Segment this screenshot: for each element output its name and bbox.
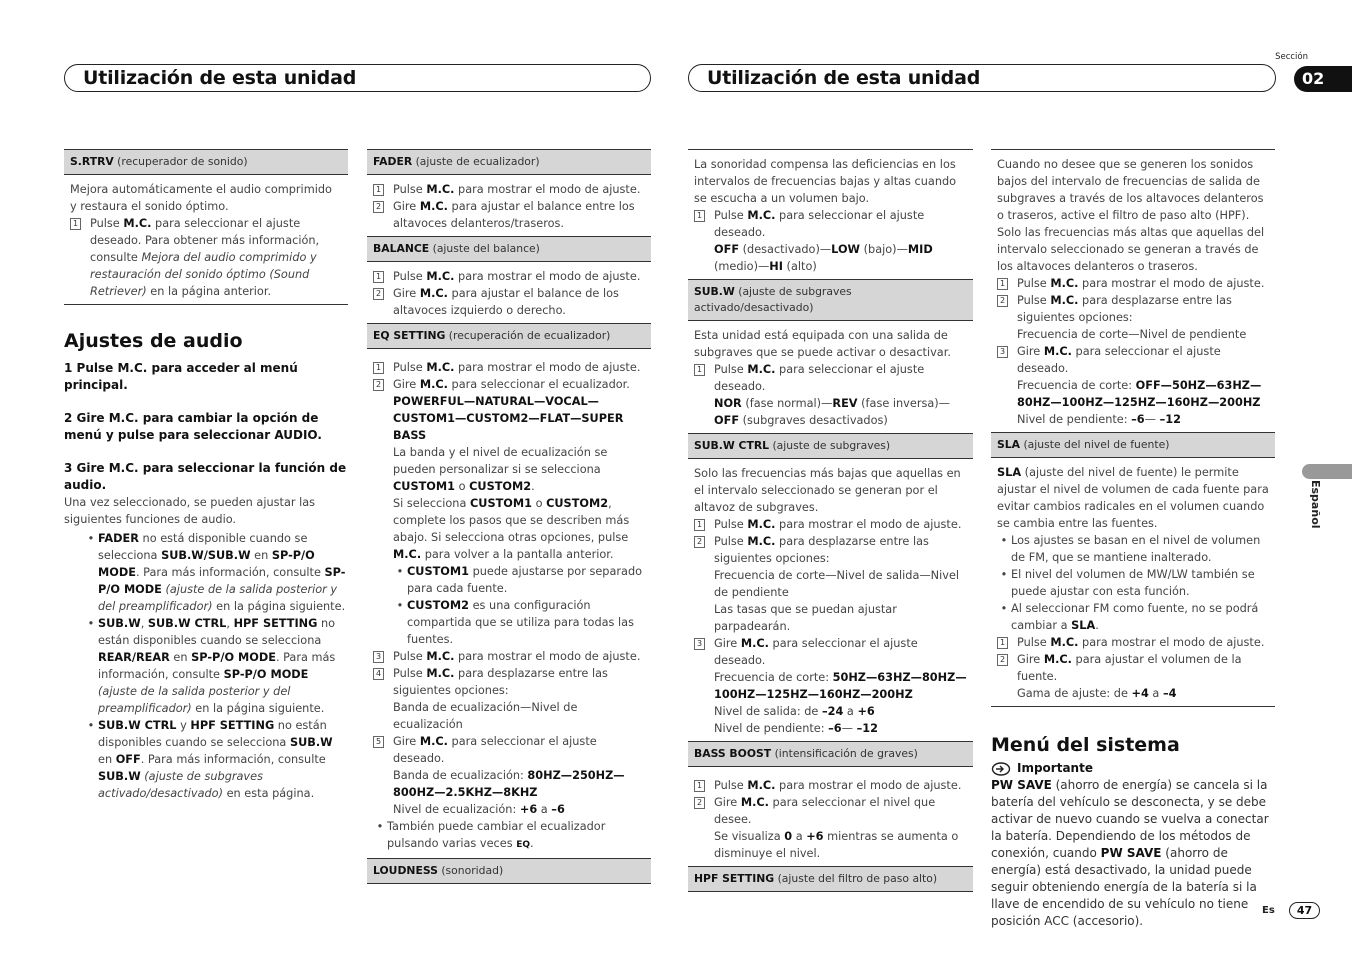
list-item: • SUB.W CTRL y HPF SETTING no están disponibles cuando se selecciona SUB.W en OFF. Para más información, consulte SUB.W (ajuste de subgraves activado/desactivado) en esta página. (87, 719, 333, 800)
language-tab (1302, 464, 1352, 479)
balance-bar: BALANCE (ajuste del balance) (367, 236, 651, 262)
ajustes-audio-title: Ajustes de audio (64, 330, 243, 352)
column-1 (64, 149, 348, 802)
right-header-title: Utilización de esta unidad (707, 67, 981, 89)
subw-bar: SUB.W (ajuste de subgraves activado/desactivado) (688, 279, 973, 321)
bass-boost-bar: BASS BOOST (intensificación de graves) (688, 741, 973, 767)
column-3: La sonoridad compensa las deficiencias en los intervalos de frecuencias bajas y altas cuando se escucha a un volumen bajo. 1 Pulse M.C. para seleccionar el ajuste deseado. OFF (desactivado)—LOW (bajo)—MID (medio)—HI (alto) SUB.W (ajuste de subgraves activado/desactivado) Esta unidad está equipada con una salida de subgraves que se puede activar o desactivar. 1 Pulse M.C. para seleccionar el ajuste deseado. NOR (fase normal)—REV (fase inversa)—OFF (subgraves desactivados) SUB.W CTRL (ajuste de subgraves) Solo las frecuencias más bajas que aquellas en el intervalo seleccionado se generan por el altavoz de subgraves. 1 Pulse M.C. para mostrar el modo de ajuste. 2 Pulse M.C. para desplazarse entre las siguientes opciones: Frecuencia de corte—Nivel de salida—Nivel de pendiente Las tasas que se puedan ajustar parpadearán. 3 Gire M.C. para seleccionar el ajuste deseado. Frecuencia de corte: 50HZ—63HZ—80HZ—100HZ—125HZ—160HZ—200HZ Nivel de salida: de –24 a +6 Nivel de pendiente: –6— –12 BASS BOOST (intensificación de graves) 1 Pulse M.C. para mostrar el modo de ajuste. 2 Gire M.C. para seleccionar el nivel que desee. Se visualiza 0 a +6 mientras se aumenta o disminuye el nivel. HPF SETTING (ajuste del filtro de paso alto) (688, 149, 973, 892)
sla-bar: SLA (ajuste del nivel de fuente) (991, 432, 1275, 458)
important-icon (991, 762, 1011, 776)
audio-step-2: 2 Gire M.C. para cambiar la opción de menú y pulse para seleccionar AUDIO. (64, 411, 322, 442)
footer-lang-code: Es (1262, 905, 1275, 916)
list-item: • FADER no está disponible cuando se selecciona SUB.W/SUB.W en SP-P/O MODE. Para más información, consulte SP-P/O MODE (ajuste de la salida posterior y del preamplificador) en la página siguiente. (87, 532, 346, 613)
fader-bar: FADER (ajuste de ecualizador) (367, 149, 651, 175)
important-label: Importante (1017, 761, 1093, 775)
right-section-header (688, 64, 1276, 92)
audio-step-3: 3 Gire M.C. para seleccionar la función de audio. (64, 461, 347, 492)
menu-sistema-title: Menú del sistema (991, 734, 1180, 756)
srtrv-body: Mejora automáticamente el audio comprimido y restaura el sonido óptimo. 1 Pulse M.C. para seleccionar el ajuste deseado. Para obtener más información, consulte Mejora del audio comprimido y restauración del sonido óptimo (Sound Retriever) en la página anterior. (70, 183, 332, 298)
hpf-setting-bar: HPF SETTING (ajuste del filtro de paso alto) (688, 866, 973, 892)
language-label: Español (1309, 480, 1322, 529)
audio-step-1: 1 Pulse M.C. para acceder al menú principal. (64, 361, 298, 392)
left-section-header (64, 64, 651, 92)
srtrv-bar: S.RTRV (recuperador de sonido) (64, 149, 348, 175)
section-number-badge: 02 (1294, 66, 1352, 92)
column-2: FADER (ajuste de ecualizador) 1 Pulse M.C. para mostrar el modo de ajuste. 2 Gire M.C. para ajustar el balance entre los altavoces delanteros/traseros. BALANCE (ajuste del balance) 1 Pulse M.C. para mostrar el modo de ajuste. 2 Gire M.C. para ajustar el balance de los altavoces izquierdo o derecho. EQ SETTING (recuperación de ecualizador) 1 Pulse M.C. para mostrar el modo de ajuste. 2 Gire M.C. para seleccionar el ecualizador. POWERFUL—NATURAL—VOCAL—CUSTOM1—CUSTOM2—FLAT—SUPER BASS La banda y el nivel de ecualización se pueden personalizar si se selecciona CUSTOM1 o CUSTOM2. Si selecciona CUSTOM1 o CUSTOM2, complete los pasos que se describen más abajo. Si selecciona otras opciones, pulse M.C. para volver a la pantalla anterior. • CUSTOM1 puede ajustarse por separado para cada fuente. • CUSTOM2 es una configuración compartida que se utiliza para todas las fuentes. 3 Pulse M.C. para mostrar el modo de ajuste. 4 Pulse M.C. para desplazarse entre las siguientes opciones: Banda de ecualización—Nivel de ecualización 5 Gire M.C. para seleccionar el ajuste deseado. Banda de ecualización: 80HZ—250HZ—800HZ—2.5KHZ—8KHZ Nivel de ecualización: +6 a –6 • También puede cambiar el ecualizador pulsando varias veces EQ. LOUDNESS (sonoridad) (367, 149, 651, 884)
section-label: Sección (1275, 52, 1308, 62)
eq-setting-bar: EQ SETTING (recuperación de ecualizador) (367, 323, 651, 349)
audio-step-3-desc: Una vez seleccionado, se pueden ajustar las siguientes funciones de audio. (64, 496, 316, 526)
step-number: 1 (70, 218, 81, 230)
column-4: Cuando no desee que se generen los sonidos bajos del intervalo de frecuencias de salida de subgraves a través de los altavoces delanteros o traseros, active el filtro de paso alto (HPF). Solo las frecuencias más altas que aquellas del intervalo seleccionado se generan a través de los altavoces delanteros o traseros. 1 Pulse M.C. para mostrar el modo de ajuste. 2 Pulse M.C. para desplazarse entre las siguientes opciones: Frecuencia de corte—Nivel de pendiente 3 Gire M.C. para seleccionar el ajuste deseado. Frecuencia de corte: OFF—50HZ—63HZ—80HZ—100HZ—125HZ—160HZ—200HZ Nivel de pendiente: –6— –12 SLA (ajuste del nivel de fuente) SLA (ajuste del nivel de fuente) le permite ajustar el nivel de volumen de cada fuente para evitar cambios radicales en el volumen cuando se cambia entre las fuentes. • Los ajustes se basan en el nivel de volumen de FM, que se mantiene inalterado. • El nivel del volumen de MW/LW también se puede ajustar con esta función. • Al seleccionar FM como fuente, no se podrá cambiar a SLA. 1 Pulse M.C. para mostrar el modo de ajuste. 2 Gire M.C. para ajustar el volumen de la fuente. Gama de ajuste: de +4 a –4 Menú del sistema Importante PW SAVE (ahorro de energía) se cancela si la batería del vehículo se desconecta, y se debe activar de nuevo cuando se vuelva a conectar la batería. Dependiendo de los métodos de conexión, cuando PW SAVE (ahorro de energía) está desactivado, la unidad puede seguir obteniendo energía de la batería si la llave de encendido de su vehículo no tiene posición ACC (accesorio). (991, 149, 1275, 930)
important-note (991, 760, 1275, 777)
loudness-bar: LOUDNESS (sonoridad) (367, 858, 651, 884)
list-item: • SUB.W, SUB.W CTRL, HPF SETTING no están disponibles cuando se selecciona REAR/REAR en SP-P/O MODE. Para más información, consulte SP-P/O MODE (ajuste de la salida posterior y del preamplificador) en la página siguiente. (87, 617, 336, 715)
page-number: 47 (1289, 902, 1320, 919)
eq-button-icon: EQ (516, 840, 530, 850)
subw-ctrl-bar: SUB.W CTRL (ajuste de subgraves) (688, 433, 973, 459)
left-header-title: Utilización de esta unidad (83, 67, 357, 89)
